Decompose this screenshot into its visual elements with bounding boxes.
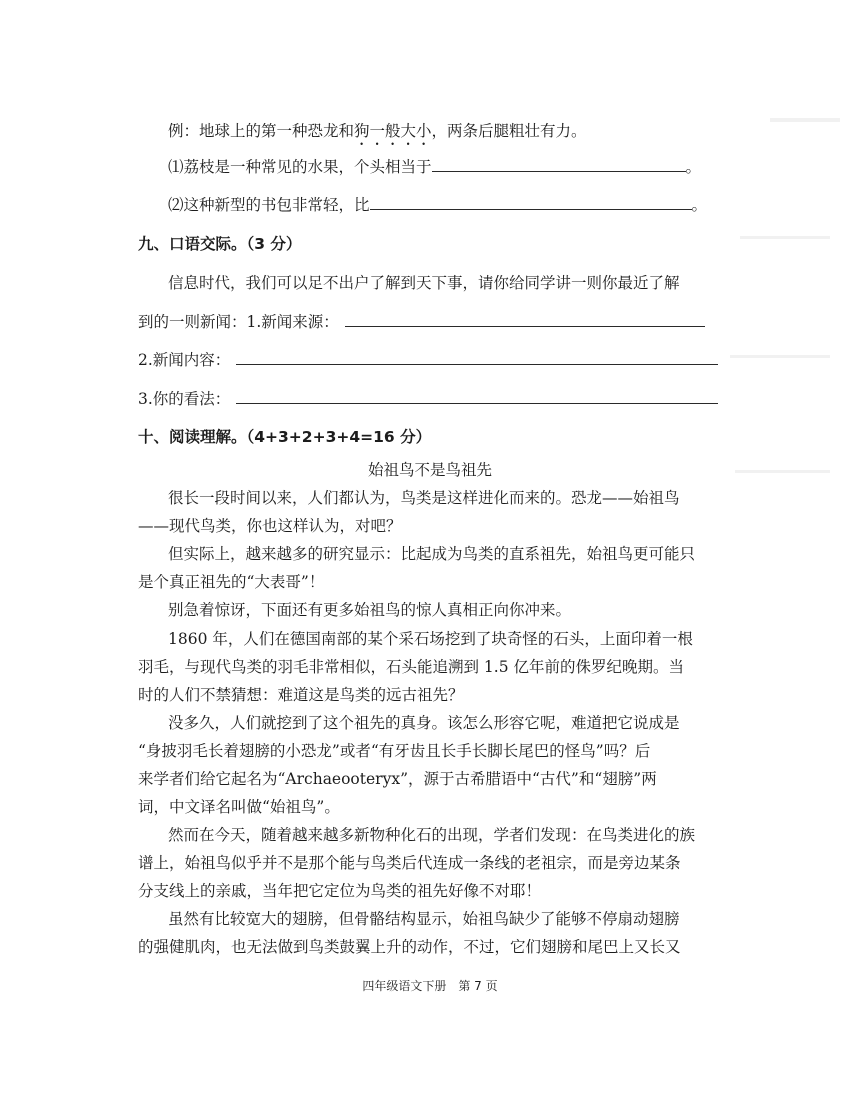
bleed-through-mark — [740, 236, 830, 239]
news-content-label: 2.新闻内容： — [138, 351, 231, 369]
bleed-through-mark — [730, 355, 830, 358]
example-suffix: ，两条后腿粗壮有力。 — [431, 122, 587, 140]
passage-line: 谱上，始祖鸟似乎并不是那个能与鸟类后代连成一条线的老祖宗，而是旁边某条 — [138, 854, 681, 872]
example-prefix: 例：地球上的第一种恐龙和 — [168, 122, 355, 140]
opinion-row — [138, 388, 718, 410]
passage-line: 是个真正祖先的“大表哥”！ — [138, 573, 325, 591]
bleed-through-mark — [770, 118, 840, 122]
passage-line: 羽毛，与现代鸟类的羽毛非常相似，石头能追溯到 1.5 亿年前的侏罗纪晚期。当 — [138, 658, 685, 676]
answer-blank-2[interactable] — [370, 195, 692, 210]
passage-line: 分支线上的亲戚，当年把它定位为鸟类的祖先好像不对耶！ — [138, 882, 542, 900]
answer-blank-1[interactable] — [432, 157, 686, 172]
passage-title: 始祖鸟不是鸟祖先 — [367, 461, 492, 479]
passage-line: 别急着惊讶，下面还有更多始祖鸟的惊人真相正向你冲来。 — [168, 601, 572, 619]
news-content-row — [138, 349, 718, 371]
section-9-heading: 九、口语交际。（3 分） — [138, 235, 302, 253]
opinion-label: 3.你的看法： — [138, 390, 231, 408]
passage-line: ——现代鸟类，你也这样认为，对吧？ — [138, 517, 402, 535]
news-content-blank[interactable] — [236, 350, 718, 365]
question-2 — [168, 194, 707, 216]
example-sentence — [168, 120, 587, 149]
passage-line: 虽然有比较宽大的翅膀，但骨骼结构显示，始祖鸟缺少了能够不停扇动翅膀 — [168, 910, 680, 928]
passage-line: 但实际上，越来越多的研究显示：比起成为鸟类的直系祖先，始祖鸟更可能只 — [168, 545, 696, 563]
section-9-prompt: 信息时代，我们可以足不出户了解到天下事，请你给同学讲一则你最近了解 — [168, 274, 680, 292]
passage-line: 来学者们给它起名为“Archaeooteryx”，源于古希腊语中“古代”和“翅膀”两 — [138, 770, 657, 788]
example-emphasis: 狗一般大小 — [354, 122, 432, 140]
question-1 — [168, 156, 701, 178]
news-source-label: 到的一则新闻：1.新闻来源： — [138, 313, 339, 331]
section-9-line-2 — [138, 311, 705, 333]
question-2-end: 。 — [691, 196, 708, 214]
passage-line: 词，中文译名叫做“始祖鸟”。 — [138, 798, 340, 816]
question-1-end: 。 — [685, 158, 702, 176]
passage-line: 然而在今天，随着越来越多新物种化石的出现，学者们发现：在鸟类进化的族 — [168, 826, 696, 844]
section-10-heading: 十、阅读理解。（4+3+2+3+4=16 分） — [138, 428, 432, 446]
passage-line: “身披羽毛长着翅膀的小恐龙”或者“有牙齿且长手长脚长尾巴的怪鸟”吗？后 — [138, 742, 651, 760]
news-source-blank[interactable] — [345, 312, 705, 327]
passage-line: 没多久，人们就挖到了这个祖先的真身。该怎么形容它呢，难道把它说成是 — [168, 714, 680, 732]
question-1-text: ⑴荔枝是一种常见的水果，个头相当于 — [168, 158, 432, 176]
passage-line: 1860 年，人们在德国南部的某个采石场挖到了块奇怪的石头，上面印着一根 — [168, 630, 693, 648]
passage-line: 时的人们不禁猜想：难道这是鸟类的远古祖先？ — [138, 686, 464, 704]
passage-line: 的强健肌肉，也无法做到鸟类鼓翼上升的动作，不过，它们翅膀和尾巴上又长又 — [138, 938, 681, 956]
page-footer: 四年级语文下册 第 7 页 — [362, 979, 498, 993]
question-2-text: ⑵这种新型的书包非常轻，比 — [168, 196, 370, 214]
passage-line: 很长一段时间以来，人们都认为，鸟类是这样进化而来的。恐龙——始祖鸟 — [168, 489, 680, 507]
opinion-blank[interactable] — [236, 389, 718, 404]
